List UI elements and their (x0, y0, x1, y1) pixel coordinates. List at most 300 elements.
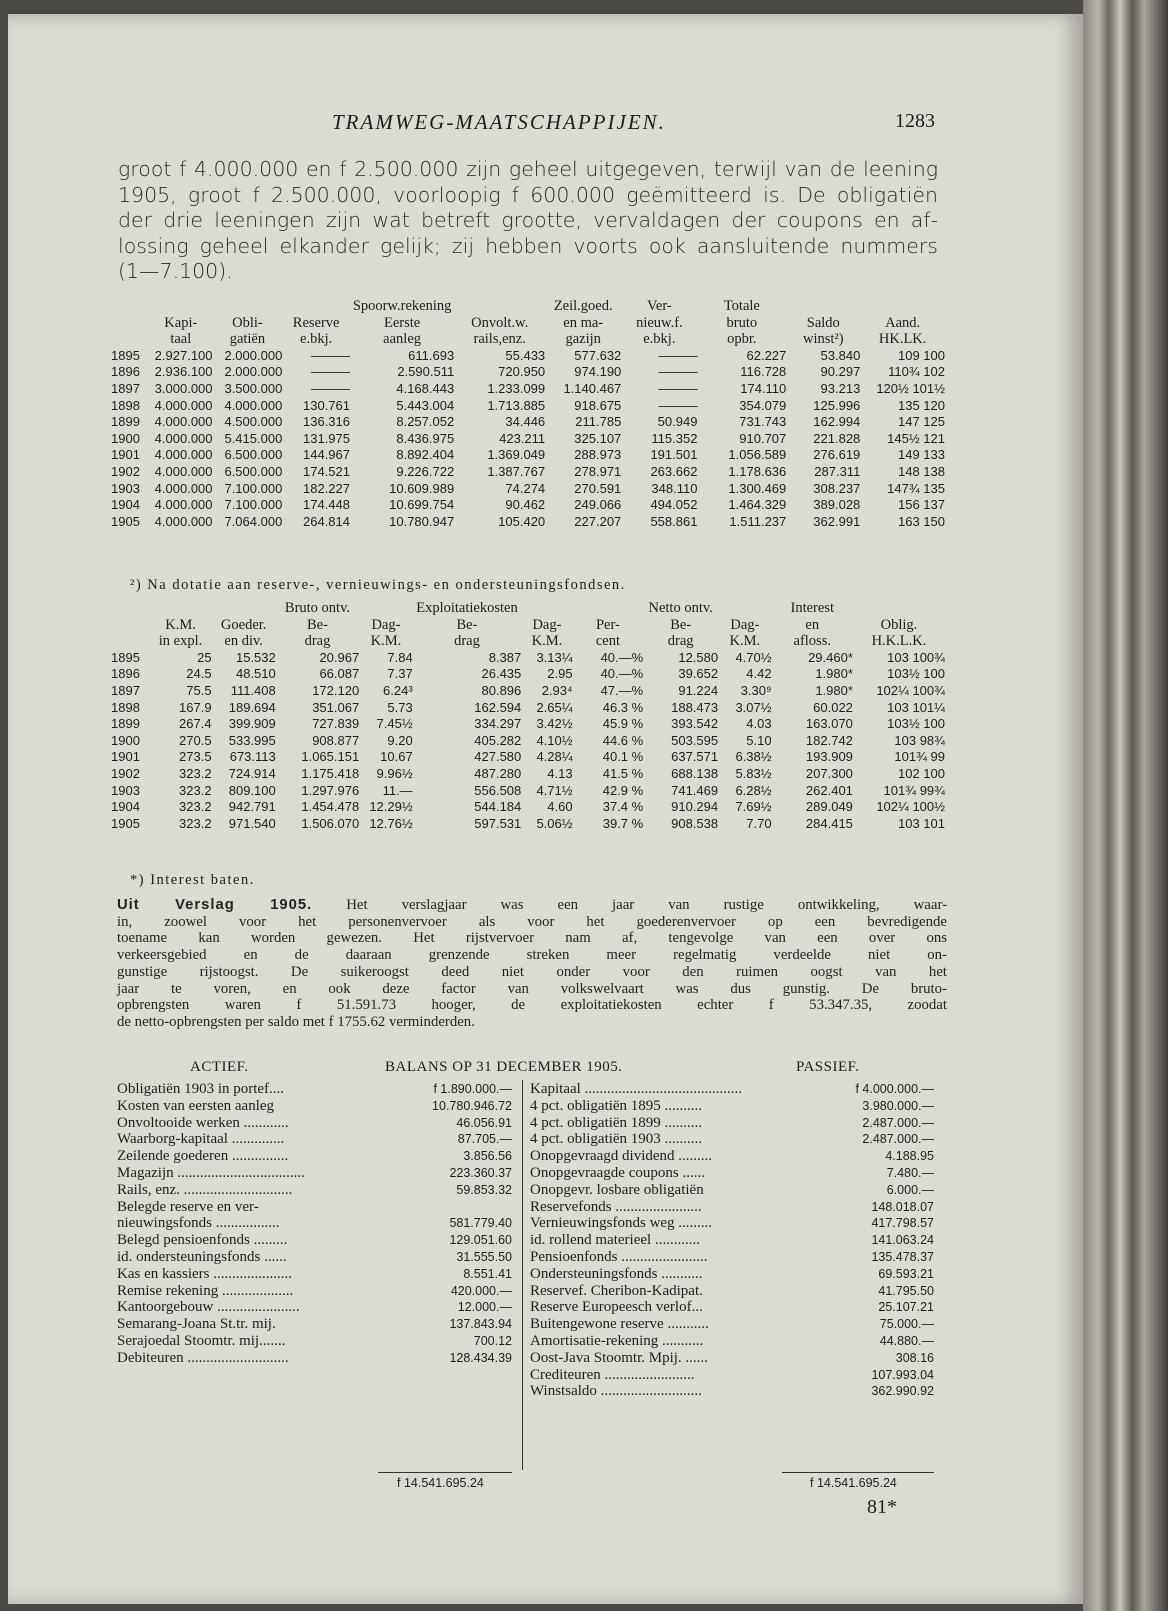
actief-row (117, 1232, 512, 1249)
table-cell: 174.110 (740, 380, 787, 396)
table-cell: 6.500.000 (224, 447, 283, 463)
book-binding-edge (1083, 0, 1168, 1611)
passief-label: 4 pct. obligatiën 1899 .......... (530, 1114, 703, 1131)
table-cell: 4.70½ (735, 649, 772, 665)
header-cell: aanleg (383, 331, 422, 348)
table-cell: 5.10 (746, 732, 772, 748)
signature-mark: 81* (867, 1496, 897, 1518)
table-cell: 389.028 (813, 497, 861, 513)
table-row (111, 381, 945, 398)
passief-value: 4.188.95 (885, 1149, 934, 1164)
table-cell: 101¾ 99 (894, 749, 945, 765)
table-cell: 6.500.000 (224, 463, 283, 479)
verslag-paragraph (117, 897, 947, 1031)
table-cell: 24.5 (186, 666, 212, 682)
year-cell: 1897 (111, 380, 140, 396)
actief-label: Onvoltooide werken ............ (117, 1114, 289, 1131)
header-cell: in expl. (158, 633, 203, 650)
table-cell: 12.580 (678, 649, 719, 665)
table-cell: 908.877 (312, 732, 360, 748)
passief-row (530, 1165, 934, 1182)
verslag-line: verkeersgebied en de daaraan grenzende streken meer regelmatig verdeelde niet on- (117, 947, 947, 964)
table-cell: 910.707 (739, 430, 787, 446)
passief-total-rule (782, 1472, 934, 1473)
header-cell: gatiën (229, 331, 266, 348)
table-cell: 1.980* (815, 682, 853, 698)
actief-row (117, 1333, 512, 1350)
table-cell: 910.294 (671, 799, 719, 815)
header-cell: bruto (726, 314, 758, 331)
passief-row (530, 1131, 934, 1148)
financial-table-1 (111, 298, 945, 530)
year-cell: 1903 (111, 480, 140, 496)
table-cell: 4.000.000 (154, 414, 213, 430)
passief-title: PASSIEF. (796, 1059, 860, 1075)
header-cell: afloss. (793, 633, 831, 650)
passief-row (530, 1148, 934, 1165)
table-cell: 40.—% (600, 649, 644, 665)
year-cell: 1904 (111, 799, 140, 815)
passief-row (530, 1383, 934, 1400)
actief-value: f 1.890.000.— (433, 1082, 512, 1096)
table-cell: 7.45½ (376, 716, 413, 732)
passief-label: 4 pct. obligatiën 1895 .......... (530, 1097, 703, 1114)
actief-value: 46.056.91 (456, 1115, 512, 1130)
year-cell: 1901 (111, 749, 140, 765)
header-cell: Be- (307, 616, 328, 633)
table-cell: 105.420 (498, 513, 546, 529)
actief-value: 8.551.41 (463, 1266, 512, 1281)
header-cell: Goeder. (220, 616, 267, 633)
passief-column (530, 1081, 934, 1400)
verslag-heading: Uit Verslag 1905. (117, 897, 313, 913)
actief-label: Zeilende goederen ............... (117, 1148, 289, 1165)
header-cell: Bruto ontv. (284, 600, 351, 616)
table-cell: 227.207 (574, 513, 622, 529)
table-cell: 4.500.000 (224, 414, 283, 430)
table-cell: 103 98¾ (894, 732, 945, 748)
passief-row (530, 1115, 934, 1132)
table-cell: ——— (311, 347, 350, 363)
verslag-first-line-text: Het verslagjaar was een jaar van rustige ontwikkeling, waar- (346, 897, 948, 913)
page-number: 1283 (895, 110, 935, 132)
table-cell: 103 101 (898, 815, 945, 831)
intro-line: lossing geheel elkander gelijk; zij hebben voorts ook aansluitende nummers (118, 233, 938, 258)
table-row (111, 716, 945, 733)
table-cell: 90.297 (820, 364, 861, 380)
table-cell: 323.2 (179, 815, 212, 831)
header-cell: nieuw.f. (636, 314, 683, 331)
table-cell: 323.2 (179, 765, 212, 781)
table-cell: 558.861 (650, 513, 698, 529)
table-cell: 53.840 (820, 347, 861, 363)
passief-label: Pensioenfonds ....................... (530, 1248, 708, 1265)
header-cell: K.M. (165, 616, 196, 633)
table-cell: 147 125 (898, 414, 945, 430)
actief-value: 137.843.94 (449, 1317, 512, 1332)
table-cell: 556.508 (474, 782, 522, 798)
table-cell: 189.694 (228, 699, 276, 715)
table-cell: 1.980* (815, 666, 853, 682)
year-cell: 1903 (111, 782, 140, 798)
table-cell: 1.464.329 (728, 497, 787, 513)
header-cell: e.bkj. (300, 331, 333, 348)
table-cell: 145½ 121 (887, 430, 945, 446)
table-cell: 577.632 (574, 347, 622, 363)
table-cell: 5.06½ (536, 815, 573, 831)
passief-label: Oost-Java Stoomtr. Mpij. ...... (530, 1349, 708, 1366)
passief-row (530, 1367, 934, 1384)
table-header-row (111, 600, 945, 617)
header-cell: Kapi- (164, 314, 198, 331)
year-cell: 1895 (111, 649, 140, 665)
table-row (111, 481, 945, 498)
header-cell (111, 633, 150, 650)
passief-value: 2.487.000.— (862, 1115, 934, 1130)
table-cell: 267.4 (179, 716, 212, 732)
header-cell (213, 298, 283, 315)
header-cell: Dag- (371, 616, 401, 633)
table-cell: 4.000.000 (154, 513, 213, 529)
year-cell: 1896 (111, 666, 140, 682)
table-cell: 207.300 (805, 765, 853, 781)
table-cell: 1.511.237 (729, 513, 787, 529)
balans-title: BALANS OP 31 DECEMBER 1905. (385, 1059, 623, 1075)
table-cell: 637.571 (671, 749, 719, 765)
actief-value: 700.12 (473, 1333, 512, 1348)
table-cell: 26.435 (481, 666, 522, 682)
table-cell: 487.280 (474, 765, 522, 781)
header-cell (521, 600, 572, 617)
table-cell: 103½ 100 (887, 716, 945, 732)
intro-line: 1905, groot f 2.500.000, voorloopig f 600.000 geëmitteerd is. De obligatiën (118, 182, 938, 207)
table-cell: 1.454.478 (301, 799, 360, 815)
header-cell: rails,enz. (473, 331, 526, 348)
table-cell: 172.120 (312, 682, 360, 698)
table-cell: 211.785 (575, 414, 622, 430)
table-cell: 3.500.000 (224, 380, 283, 396)
actief-row (117, 1115, 512, 1132)
header-cell: drag (304, 633, 331, 650)
table-cell: 103 101¼ (887, 699, 945, 715)
table-cell: 724.914 (228, 765, 276, 781)
table-cell: 731.743 (739, 414, 787, 430)
header-cell: Obli- (232, 314, 263, 331)
actief-title: ACTIEF. (190, 1059, 249, 1075)
verslag-line: opbrengsten waren f 51.591.73 hooger, de exploitatiekosten echter f 53.347.35, zoodat (117, 997, 947, 1014)
table-cell: 66.087 (319, 666, 360, 682)
intro-paragraph (118, 157, 938, 285)
year-cell: 1897 (111, 682, 140, 698)
table-row (111, 398, 945, 415)
header-cell: Eerste (383, 314, 421, 331)
table-cell: 3.000.000 (154, 380, 213, 396)
header-cell (282, 298, 350, 315)
table-cell: 4.71½ (536, 782, 573, 798)
table-cell: 50.949 (657, 414, 698, 430)
header-cell (111, 315, 149, 332)
year-cell: 1896 (111, 364, 140, 380)
passief-row (530, 1333, 934, 1350)
table-cell: 29.460* (808, 649, 853, 665)
year-cell: 1895 (111, 347, 140, 363)
table-cell: 163.070 (805, 716, 853, 732)
table-cell: 503.595 (671, 732, 719, 748)
table-cell: 4.000.000 (154, 397, 213, 413)
year-cell: 1899 (111, 414, 140, 430)
header-cell: K.M. (729, 633, 761, 650)
table-cell: 42.9 % (602, 782, 644, 798)
table-cell: 278.971 (574, 463, 622, 479)
table-cell: 191.501 (650, 447, 698, 463)
passief-value: 3.980.000.— (862, 1098, 934, 1113)
table-cell: 263.662 (650, 463, 698, 479)
table-cell: 75.5 (186, 682, 212, 698)
table-row (111, 431, 945, 448)
actief-label: Waarborg-kapitaal .............. (117, 1131, 285, 1148)
table-cell: 1.140.467 (563, 380, 622, 396)
verslag-line: in, zoowel voor het personenvervoer als voor het goederenvervoer op een bevredigende (117, 913, 947, 930)
table-cell: 7.69½ (735, 799, 772, 815)
table-cell: 276.619 (813, 447, 861, 463)
table-cell: 5.443.004 (396, 397, 455, 413)
passief-row (530, 1299, 934, 1316)
table-cell: 221.828 (813, 430, 861, 446)
table-header-row (111, 331, 945, 348)
table-cell: 533.995 (228, 732, 276, 748)
table-cell: 111.408 (230, 682, 276, 698)
table-cell: 942.791 (228, 799, 276, 815)
table-cell: 1.297.976 (301, 782, 360, 798)
table-cell: 10.67 (380, 749, 413, 765)
passief-row (530, 1215, 934, 1232)
table-cell: 1.175.418 (301, 765, 360, 781)
header-cell: Totale (723, 298, 760, 314)
table-cell: 4.000.000 (224, 397, 283, 413)
passief-label: Buitengewone reserve ........... (530, 1316, 709, 1333)
passief-row (530, 1249, 934, 1266)
table-cell: 4.000.000 (154, 497, 213, 513)
header-cell: winst²) (802, 331, 844, 348)
table-cell: 167.9 (179, 699, 212, 715)
actief-row (117, 1148, 512, 1165)
table-cell: 9.20 (387, 732, 413, 748)
table-row (111, 700, 945, 717)
passief-row (530, 1199, 934, 1216)
table-cell: 20.967 (319, 649, 360, 665)
table-row (111, 447, 945, 464)
header-cell (860, 298, 945, 315)
passief-row (530, 1283, 934, 1300)
header-cell (573, 600, 644, 617)
table-cell: 182.742 (805, 732, 853, 748)
table-row (111, 464, 945, 481)
actief-label: Magazijn .................................. (117, 1164, 305, 1181)
table-cell: 273.5 (179, 749, 212, 765)
passief-value: 6.000.— (886, 1182, 934, 1197)
table-cell: 110¾ 102 (888, 364, 945, 380)
table2-footnote: *) Interest baten. (130, 872, 255, 888)
table-cell: 163 150 (898, 513, 945, 529)
table-cell: 116.728 (740, 364, 787, 380)
table-cell: 2.65¼ (536, 699, 573, 715)
year-cell: 1904 (111, 497, 140, 513)
table-cell: 102¼ 100¾ (876, 682, 945, 698)
table-row (111, 497, 945, 514)
passief-row (530, 1316, 934, 1333)
table-cell: 5.415.000 (224, 430, 283, 446)
header-cell: e.bkj. (643, 331, 676, 348)
actief-row (117, 1283, 512, 1300)
table-cell: 144.967 (303, 447, 350, 463)
table-cell: 4.13 (547, 765, 573, 781)
table-cell: 90.462 (505, 497, 546, 513)
table-cell: 11.— (382, 782, 413, 798)
table-cell: 6.28½ (735, 782, 772, 798)
header-cell (786, 298, 860, 315)
table-cell: 1.178.636 (728, 463, 787, 479)
table-cell: 12.29½ (369, 799, 413, 815)
table-cell: 1.065.151 (301, 749, 360, 765)
table-row (111, 799, 945, 816)
table-cell: 12.76½ (369, 815, 413, 831)
header-cell (853, 600, 945, 617)
table-cell: 109 100 (898, 347, 945, 363)
header-cell (454, 298, 545, 315)
table-cell: 37.4 % (602, 799, 644, 815)
header-cell (359, 600, 412, 617)
passief-row (530, 1350, 934, 1367)
table-cell: 46.3 % (602, 699, 644, 715)
header-cell: gazijn (565, 331, 601, 348)
table-cell: 727.839 (312, 716, 360, 732)
actief-value: 420.000.— (450, 1283, 512, 1298)
table-cell: 8.436.975 (396, 430, 455, 446)
table-cell: 102 100 (898, 765, 945, 781)
table-row (111, 783, 945, 800)
header-cell (111, 600, 150, 617)
table-cell: 4.000.000 (154, 430, 213, 446)
running-header (0, 110, 1168, 140)
table-cell: 4.000.000 (154, 463, 213, 479)
table-cell: 351.067 (312, 699, 360, 715)
header-cell: Ver- (647, 298, 672, 314)
table-row (111, 650, 945, 667)
table-cell: 4.28¼ (536, 749, 573, 765)
table-cell: 3.30⁹ (740, 682, 772, 698)
passief-label: Reservef. Cheribon-Kadipat. (530, 1282, 703, 1299)
header-cell: K.M. (531, 633, 563, 650)
table-cell: 147¾ 135 (887, 480, 945, 496)
table-row (111, 364, 945, 381)
table-cell: 7.70 (746, 815, 772, 831)
table-cell: 162.994 (813, 414, 861, 430)
table-cell: 15.532 (235, 649, 276, 665)
table-cell: 130.761 (303, 397, 350, 413)
table-cell: 62.227 (746, 347, 787, 363)
verslag-line: toename kan worden gewezen. Het rijstvervoer nam af, tengevolge van een over ons (117, 930, 947, 947)
actief-label: Belegd pensioenfonds ......... (117, 1232, 288, 1249)
table-cell: 1.233.099 (487, 380, 546, 396)
actief-label: Kosten van eersten aanleg (117, 1097, 275, 1114)
passief-label: Winstsaldo ........................... (530, 1383, 702, 1400)
table-cell: 611.693 (408, 347, 455, 363)
table-cell: 809.100 (228, 782, 276, 798)
table-cell: 4.168.443 (396, 380, 455, 396)
table-cell: 136.316 (303, 414, 350, 430)
passief-value: 107.993.04 (871, 1367, 934, 1382)
table-row (111, 666, 945, 683)
table-cell: 101¾ 99¾ (883, 782, 945, 798)
table-cell: 262.401 (805, 782, 853, 798)
year-cell: 1899 (111, 716, 140, 732)
table-cell: ——— (658, 380, 698, 396)
table-cell: 188.473 (671, 699, 719, 715)
table-cell: 60.022 (813, 699, 853, 715)
header-cell: en div. (224, 633, 263, 650)
header-cell (212, 600, 276, 617)
passief-label: Reserve Europeesch verlof... (530, 1299, 703, 1316)
table-cell: 2.936.100 (154, 364, 213, 380)
table-cell: 354.079 (739, 397, 787, 413)
table-cell: 1.056.589 (728, 447, 787, 463)
table-cell: 174.448 (303, 497, 350, 513)
verslag-line: de netto-opbrengsten per saldo met f 1755.62 verminderden. (117, 1013, 475, 1030)
passief-row (530, 1081, 934, 1098)
table-cell: 688.138 (671, 765, 719, 781)
actief-value: 129.051.60 (449, 1233, 512, 1248)
actief-label: Kantoorgebouw ...................... (117, 1299, 300, 1316)
passief-value: 75.000.— (879, 1317, 934, 1332)
table-cell: 182.227 (303, 480, 350, 496)
table-cell: 9.226.722 (396, 463, 455, 479)
header-cell: K.M. (370, 633, 402, 650)
header-cell: Zeil.goed. (553, 298, 613, 314)
table-cell: 47.—% (600, 682, 644, 698)
table-cell: ——— (658, 347, 698, 363)
table-cell: 131.975 (303, 430, 350, 446)
table-cell: 41.5 % (602, 765, 644, 781)
table-cell: 289.049 (805, 799, 853, 815)
header-cell: Exploitatiekosten (416, 600, 518, 616)
table-cell: 7.84 (387, 649, 413, 665)
table-cell: 918.675 (574, 397, 622, 413)
table-cell: 103½ 100 (887, 666, 945, 682)
passief-value: 141.063.24 (871, 1233, 934, 1248)
table-cell: 45.9 % (602, 716, 644, 732)
actief-row (117, 1199, 512, 1216)
passief-value: 2.487.000.— (862, 1132, 934, 1147)
actief-label: Rails, enz. ............................. (117, 1181, 293, 1198)
table-cell: 1.300.469 (728, 480, 787, 496)
table-cell: 544.184 (474, 799, 522, 815)
table-cell: 908.538 (671, 815, 719, 831)
table-cell: 5.73 (387, 699, 413, 715)
table-cell: 1.369.049 (487, 447, 546, 463)
header-cell (150, 600, 212, 617)
table-cell: 55.433 (505, 347, 546, 363)
table-cell: 10.609.989 (389, 480, 455, 496)
actief-row (117, 1249, 512, 1266)
table-cell: 7.100.000 (224, 497, 283, 513)
table-cell: 6.24³ (383, 682, 413, 698)
actief-value: 223.360.37 (449, 1165, 512, 1180)
table-row (111, 749, 945, 766)
verslag-first-line (117, 897, 947, 914)
table-cell: 44.6 % (602, 732, 644, 748)
table-cell: 10.699.754 (389, 497, 455, 513)
passief-label: Amortisatie-rekening ........... (530, 1332, 704, 1349)
